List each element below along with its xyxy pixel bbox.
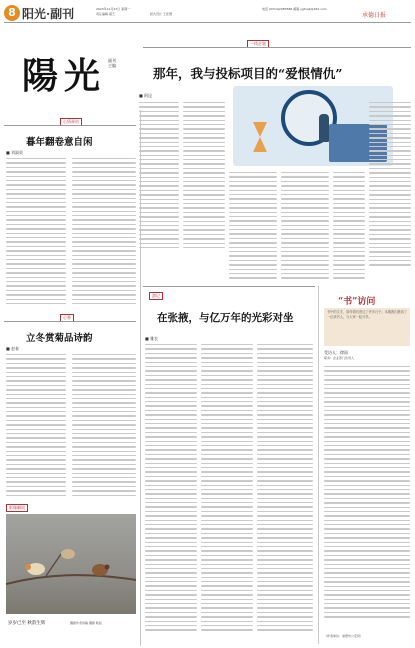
photo-block bbox=[4, 504, 138, 644]
contact-info: 电话 (0314)2083586 邮箱 ygfuqk@163.com bbox=[262, 7, 327, 11]
article3-body-col2 bbox=[201, 344, 253, 634]
photo-credit: 摄影作者供稿 摄影 耿彪 bbox=[70, 621, 102, 625]
author-unit-note: （作者单位：承德市公安局） bbox=[324, 634, 364, 638]
article3-divider bbox=[143, 286, 315, 287]
column-divider-right bbox=[318, 286, 319, 644]
feature-body-col1 bbox=[139, 102, 179, 251]
page-number-badge: 8 bbox=[4, 5, 20, 21]
article3-tag: 游记 bbox=[149, 292, 163, 300]
section-logo bbox=[10, 54, 130, 104]
section-name: 阳光·副刊 bbox=[22, 7, 75, 21]
article1-byline: ■ 刘淑英 bbox=[6, 150, 24, 155]
article3-title: 在张掖，与亿万年的光彩对坐 bbox=[157, 312, 294, 324]
feature-body-col3 bbox=[229, 172, 277, 282]
feature-body-col6 bbox=[369, 102, 411, 269]
logo-subtitle: 副刊 主编 bbox=[108, 58, 116, 68]
feature-body-col2 bbox=[183, 102, 225, 251]
article2-tag: 心香 bbox=[60, 314, 74, 322]
branch-and-birds-icon bbox=[6, 514, 136, 614]
article3-byline: ■ 雅农 bbox=[145, 336, 159, 341]
paper-name: 承德日报 bbox=[362, 12, 387, 19]
article-zhangye bbox=[143, 290, 315, 644]
photo-tag: 影像瞬间 bbox=[6, 504, 28, 512]
sidebar-title: “书”访问 bbox=[338, 297, 376, 307]
hourglass-icon bbox=[253, 122, 267, 152]
masthead bbox=[0, 0, 415, 38]
feature-body-col5 bbox=[333, 172, 365, 282]
article2-title: 立冬赏菊品诗韵 bbox=[26, 333, 93, 344]
reader-interview bbox=[320, 290, 413, 644]
article1-title: 暮年翻卷意自闲 bbox=[26, 137, 93, 148]
feature-title: 那年，我与投标项目的“爱恨情仇” bbox=[153, 66, 343, 81]
worker-figure-icon bbox=[319, 114, 329, 142]
feature-article bbox=[139, 38, 413, 286]
article2-body-right bbox=[72, 354, 136, 499]
feature-byline: ■ 阿昆 bbox=[139, 93, 153, 98]
article2-byline: ■ 赵春 bbox=[6, 346, 20, 351]
issue-date: 2023年11月27日 星期一 bbox=[96, 7, 131, 11]
sidebar-guest-role: 职务：企业部门负责人 bbox=[324, 356, 355, 360]
article-chrysanthemum bbox=[4, 314, 138, 504]
feature-top-rule bbox=[143, 47, 411, 48]
editor-credit: 责任编辑 郝艺 bbox=[96, 12, 115, 16]
article2-top-rule bbox=[4, 321, 136, 322]
article1-tag: 心情驿站 bbox=[60, 118, 82, 126]
article1-top-rule bbox=[4, 125, 136, 126]
designer-credit: 版式设计 王佳慧 bbox=[150, 12, 172, 16]
masthead-divider bbox=[4, 22, 411, 23]
sidebar-guest: 受访人：徐雨 bbox=[324, 350, 348, 355]
sidebar-intro-box bbox=[324, 308, 410, 346]
article1-body-right bbox=[72, 158, 136, 307]
article3-body-col3 bbox=[257, 344, 313, 634]
photo-caption: 岁岁已至 秋韵生辉 bbox=[8, 621, 46, 626]
article1-body-left bbox=[6, 158, 66, 307]
article2-body-left bbox=[6, 354, 66, 499]
sidebar-body bbox=[324, 366, 410, 621]
article3-body-col1 bbox=[145, 344, 197, 634]
logo-calligraphy: 陽光 bbox=[22, 55, 107, 97]
feature-tag: 一线走笔 bbox=[247, 40, 269, 48]
column-divider-left bbox=[140, 110, 141, 646]
article-twilight bbox=[4, 118, 138, 314]
feature-body-col4 bbox=[281, 172, 329, 282]
bird-photo bbox=[6, 514, 136, 614]
sidebar-intro: 书中的文字，陪伴我们度过了许多日子。本期我们邀请了一位读书人，与大家一起分享。 bbox=[327, 310, 407, 319]
